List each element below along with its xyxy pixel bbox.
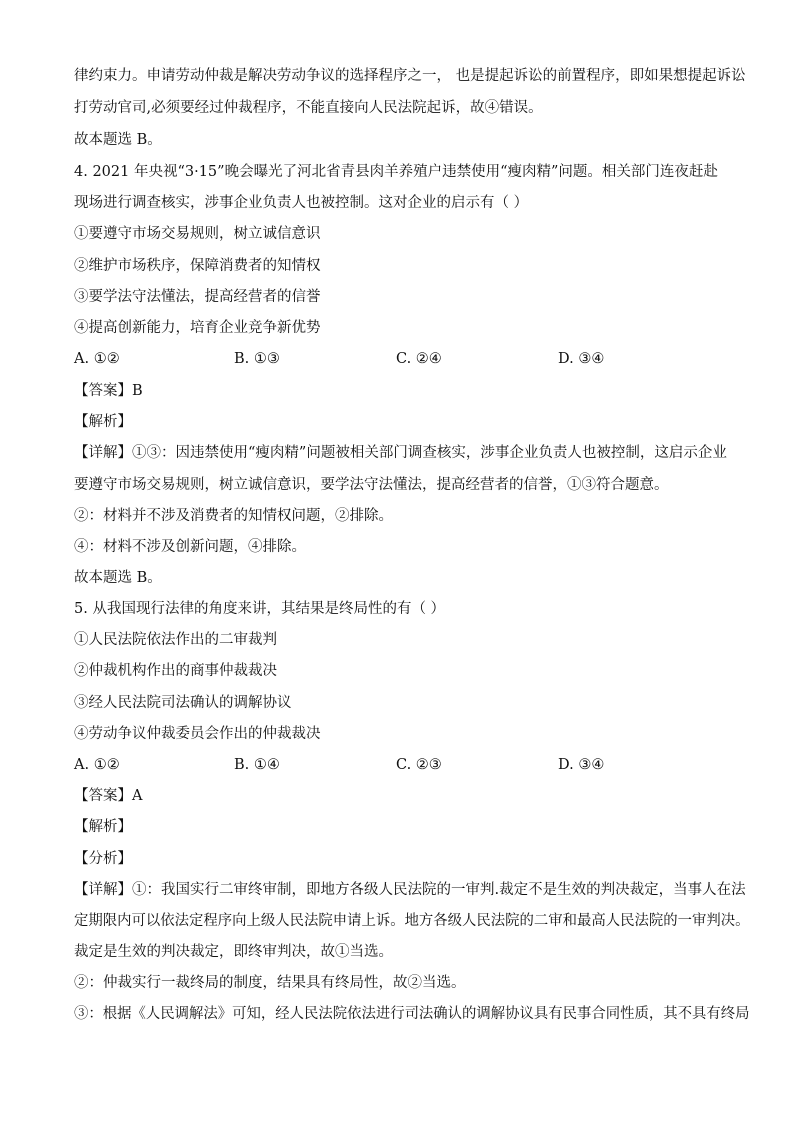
question-5-item: ③经人民法院司法确认的调解协议: [74, 695, 292, 711]
question-4-stem: 现场进行调查核实，涉事企业负责人也被控制。这对企业的启示有（ ）: [74, 195, 529, 211]
answer-label: 【答案】A: [74, 788, 143, 804]
option-c: C. ②③: [396, 757, 442, 773]
option-b: B. ①④: [234, 757, 280, 773]
question-4-options: [74, 349, 734, 369]
option-a: A. ①②: [74, 757, 120, 773]
detail-line: 【详解】①：我国实行二审终审制，即地方各级人民法院的一审判.裁定不是生效的判决裁定，当事人在法: [74, 882, 746, 898]
question-5-item: ①人民法院依法作出的二审裁判: [74, 632, 277, 648]
analysis-sub-label: 【分析】: [74, 851, 132, 867]
text-line: 律约束力。申请劳动仲裁是解决劳动争议的选择程序之一， 也是提起诉讼的前置程序，即如果想提起诉讼: [74, 68, 746, 84]
conclusion-line: 故本题选 B。: [74, 570, 162, 586]
detail-line: 要遵守市场交易规则，树立诚信意识，要学法守法懂法，提高经营者的信誉，①③符合题意。: [74, 477, 669, 493]
detail-line: ④：材料不涉及创新问题，④排除。: [74, 539, 306, 555]
detail-line: ②：仲裁实行一裁终局的制度，结果具有终局性，故②当选。: [74, 975, 466, 991]
question-4-stem: 4. 2021 年央视“3·15”晚会曝光了河北省青县肉羊养殖户违禁使用“瘦肉精”问题。相关部门连夜赶赴: [74, 164, 718, 180]
question-5-options: [74, 755, 734, 775]
detail-line: 裁定是生效的判决裁定，即终审判决，故①当选。: [74, 944, 393, 960]
option-d: D. ③④: [558, 757, 605, 773]
analysis-label: 【解析】: [74, 819, 132, 835]
question-5-stem: 5. 从我国现行法律的角度来讲，其结果是终局性的有（ ）: [74, 601, 446, 617]
question-4-item: ②维护市场秩序，保障消费者的知情权: [74, 258, 321, 274]
analysis-label: 【解析】: [74, 414, 132, 430]
option-c: C. ②④: [396, 351, 442, 367]
detail-line: 定期限内可以依法定程序向上级人民法院申请上诉。地方各级人民法院的二审和最高人民法院的一审判决。: [74, 913, 750, 929]
detail-line: ②：材料并不涉及消费者的知情权问题，②排除。: [74, 508, 393, 524]
option-a: A. ①②: [74, 351, 120, 367]
question-5-item: ④劳动争议仲裁委员会作出的仲裁裁决: [74, 726, 321, 742]
answer-label: 【答案】B: [74, 383, 143, 399]
question-5-item: ②仲裁机构作出的商事仲裁裁决: [74, 663, 277, 679]
question-4-item: ④提高创新能力，培育企业竞争新优势: [74, 320, 321, 336]
option-d: D. ③④: [558, 351, 605, 367]
detail-line: 【详解】①③：因违禁使用“瘦肉精”问题被相关部门调查核实，涉事企业负责人也被控制，这启示企业: [74, 445, 727, 461]
conclusion-line: 故本题选 B。: [74, 132, 162, 148]
text-line: 打劳动官司,必须要经过仲裁程序，不能直接向人民法院起诉，故④错误。: [74, 100, 543, 116]
question-4-item: ③要学法守法懂法，提高经营者的信誉: [74, 289, 321, 305]
question-4-item: ①要遵守市场交易规则，树立诚信意识: [74, 226, 321, 242]
detail-line: ③：根据《人民调解法》可知，经人民法院依法进行司法确认的调解协议具有民事合同性质，其不具有终局: [74, 1006, 750, 1022]
option-b: B. ①③: [234, 351, 280, 367]
